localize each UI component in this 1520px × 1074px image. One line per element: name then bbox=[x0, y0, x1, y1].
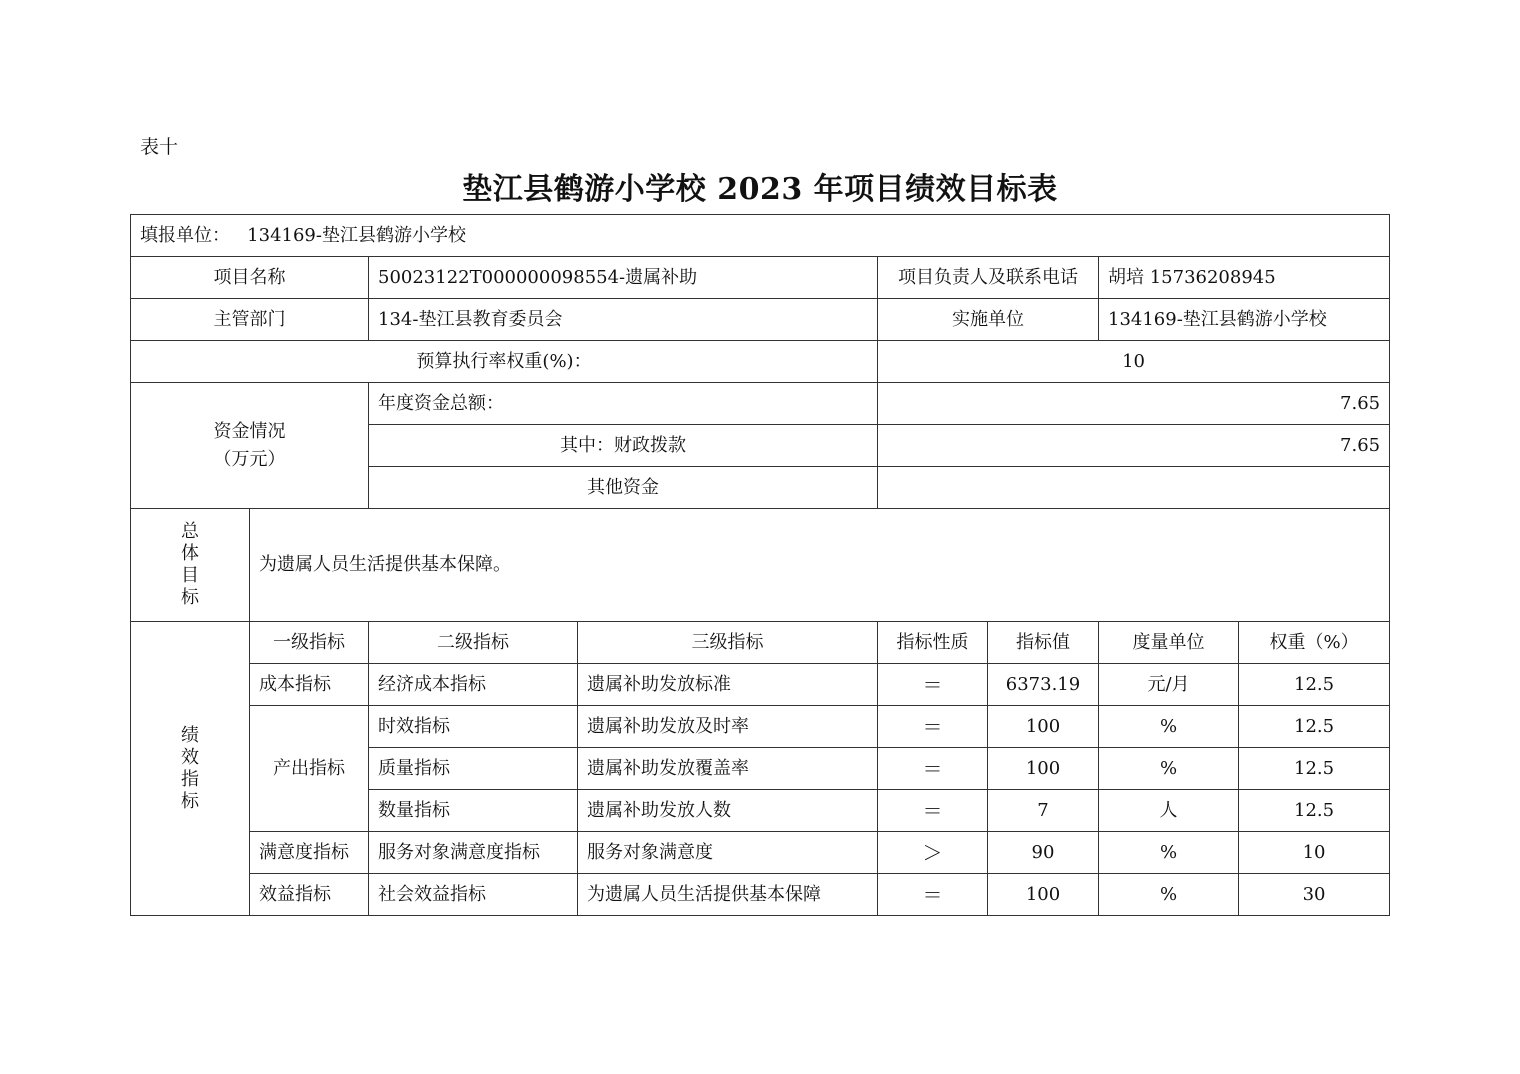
indicator-value: 6373.19 bbox=[988, 664, 1099, 706]
reporting-unit-row bbox=[131, 215, 1390, 257]
impl-unit-value: 134169-垫江县鹤游小学校 bbox=[1099, 299, 1390, 341]
indicator-nature: ＞ bbox=[878, 832, 988, 874]
indicators-label-char: 标 bbox=[181, 790, 199, 812]
overall-goal-row bbox=[131, 509, 1390, 622]
indicator-nature: ＝ bbox=[878, 706, 988, 748]
level1-indicator: 满意度指标 bbox=[250, 832, 369, 874]
level1-indicator: 成本指标 bbox=[250, 664, 369, 706]
table-number-label: 表十 bbox=[140, 136, 179, 158]
performance-target-table bbox=[130, 214, 1390, 916]
indicator-unit: 元/月 bbox=[1099, 664, 1239, 706]
goal-label-char: 体 bbox=[181, 543, 199, 564]
budget-weight-label: 预算执行率权重(%)： bbox=[131, 341, 878, 383]
overall-goal-label bbox=[131, 509, 250, 622]
level2-indicator: 服务对象满意度指标 bbox=[369, 832, 578, 874]
indicators-label-char: 绩 bbox=[181, 724, 199, 746]
funds-total-label: 年度资金总额： bbox=[369, 383, 878, 425]
page-title: 垫江县鹤游小学校 2023 年项目绩效目标表 bbox=[462, 172, 1058, 207]
indicator-unit: 人 bbox=[1099, 790, 1239, 832]
column-header: 二级指标 bbox=[369, 622, 578, 664]
table-row bbox=[131, 832, 1390, 874]
budget-weight-value: 10 bbox=[878, 341, 1390, 383]
project-name-label: 项目名称 bbox=[131, 257, 369, 299]
funds-other-value bbox=[878, 467, 1390, 509]
budget-weight-row bbox=[131, 341, 1390, 383]
funds-other-label: 其他资金 bbox=[369, 467, 878, 509]
indicator-header-row bbox=[131, 622, 1390, 664]
indicator-value: 100 bbox=[988, 706, 1099, 748]
indicator-nature: ＝ bbox=[878, 874, 988, 916]
impl-unit-label: 实施单位 bbox=[878, 299, 1099, 341]
indicator-unit: % bbox=[1099, 748, 1239, 790]
level3-indicator: 服务对象满意度 bbox=[578, 832, 878, 874]
funds-label-line2: （万元） bbox=[213, 448, 286, 470]
indicator-unit: % bbox=[1099, 874, 1239, 916]
indicators-label-char: 指 bbox=[181, 768, 199, 790]
level2-indicator: 数量指标 bbox=[369, 790, 578, 832]
indicators-label-char: 效 bbox=[181, 746, 199, 768]
department-row bbox=[131, 299, 1390, 341]
column-header: 指标性质 bbox=[878, 622, 988, 664]
project-name-value: 50023122T000000098554-遗属补助 bbox=[369, 257, 878, 299]
overall-goal-text: 为遗属人员生活提供基本保障。 bbox=[250, 509, 1390, 622]
goal-label-char: 总 bbox=[181, 521, 199, 542]
funds-fiscal-label: 其中：财政拨款 bbox=[369, 425, 878, 467]
level2-indicator: 时效指标 bbox=[369, 706, 578, 748]
dept-label: 主管部门 bbox=[131, 299, 369, 341]
column-header: 权重（%） bbox=[1239, 622, 1390, 664]
reporting-unit-label: 填报单位： bbox=[140, 224, 230, 246]
level2-indicator: 质量指标 bbox=[369, 748, 578, 790]
column-header: 三级指标 bbox=[578, 622, 878, 664]
level2-indicator: 社会效益指标 bbox=[369, 874, 578, 916]
funds-total-row bbox=[131, 383, 1390, 425]
indicator-weight: 10 bbox=[1239, 832, 1390, 874]
indicator-nature: ＝ bbox=[878, 748, 988, 790]
funds-label bbox=[131, 383, 369, 509]
table-row bbox=[131, 706, 1390, 748]
table-row bbox=[131, 664, 1390, 706]
reporting-unit-value: 134169-垫江县鹤游小学校 bbox=[247, 224, 466, 246]
indicator-value: 100 bbox=[988, 748, 1099, 790]
level1-indicator: 产出指标 bbox=[250, 706, 369, 832]
indicator-weight: 12.5 bbox=[1239, 706, 1390, 748]
indicator-unit: % bbox=[1099, 832, 1239, 874]
indicator-value: 100 bbox=[988, 874, 1099, 916]
funds-fiscal-value: 7.65 bbox=[878, 425, 1390, 467]
table-row bbox=[131, 874, 1390, 916]
level3-indicator: 遗属补助发放覆盖率 bbox=[578, 748, 878, 790]
goal-label-char: 目 bbox=[181, 565, 199, 586]
indicator-nature: ＝ bbox=[878, 664, 988, 706]
indicator-value: 90 bbox=[988, 832, 1099, 874]
level3-indicator: 为遗属人员生活提供基本保障 bbox=[578, 874, 878, 916]
level3-indicator: 遗属补助发放标准 bbox=[578, 664, 878, 706]
dept-value: 134-垫江县教育委员会 bbox=[369, 299, 878, 341]
indicator-nature: ＝ bbox=[878, 790, 988, 832]
indicators-label bbox=[131, 622, 250, 916]
indicator-weight: 12.5 bbox=[1239, 664, 1390, 706]
project-lead-label: 项目负责人及联系电话 bbox=[878, 257, 1099, 299]
funds-total-value: 7.65 bbox=[878, 383, 1390, 425]
goal-label-char: 标 bbox=[181, 587, 199, 608]
level2-indicator: 经济成本指标 bbox=[369, 664, 578, 706]
level3-indicator: 遗属补助发放及时率 bbox=[578, 706, 878, 748]
indicator-weight: 12.5 bbox=[1239, 748, 1390, 790]
reporting-unit-cell bbox=[131, 215, 1390, 257]
indicator-weight: 30 bbox=[1239, 874, 1390, 916]
project-name-row bbox=[131, 257, 1390, 299]
indicator-unit: % bbox=[1099, 706, 1239, 748]
funds-label-line1: 资金情况 bbox=[213, 420, 286, 442]
column-header: 一级指标 bbox=[250, 622, 369, 664]
column-header: 度量单位 bbox=[1099, 622, 1239, 664]
column-header: 指标值 bbox=[988, 622, 1099, 664]
level1-indicator: 效益指标 bbox=[250, 874, 369, 916]
indicator-value: 7 bbox=[988, 790, 1099, 832]
indicator-weight: 12.5 bbox=[1239, 790, 1390, 832]
project-lead-value: 胡培 15736208945 bbox=[1099, 257, 1390, 299]
level3-indicator: 遗属补助发放人数 bbox=[578, 790, 878, 832]
